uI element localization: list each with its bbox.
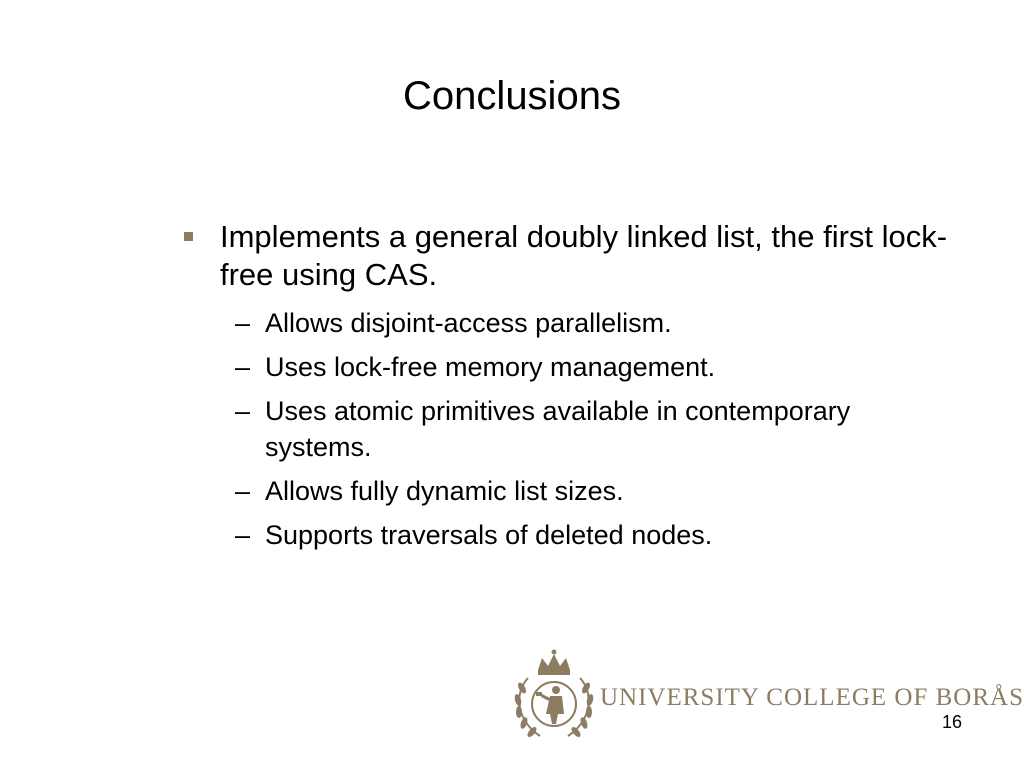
sub-bullet-text: Uses lock-free memory management. [265, 352, 716, 382]
dash-bullet-icon: – [235, 396, 251, 426]
institution-name: UNIVERSITY COLLEGE OF BORÅS [600, 684, 1024, 711]
dash-bullet-icon: – [235, 308, 251, 338]
dash-bullet-icon: – [235, 520, 251, 550]
page-number: 16 [942, 712, 963, 732]
slide-content [182, 218, 952, 561]
bullet-item [182, 218, 952, 294]
sub-bullet-text: Uses atomic primitives available in contemporary systems. [265, 396, 851, 462]
sub-bullet-item [182, 393, 952, 465]
sub-bullet-list [182, 305, 952, 553]
dash-bullet-icon: – [235, 352, 251, 382]
sub-bullet-item [182, 349, 952, 385]
sub-bullet-text: Supports traversals of deleted nodes. [265, 520, 713, 550]
dash-bullet-icon: – [235, 476, 251, 506]
sub-bullet-text: Allows fully dynamic list sizes. [265, 476, 624, 506]
bullet-text: Implements a general doubly linked list, the first lock-free using CAS. [220, 219, 948, 292]
crest-icon [506, 648, 602, 744]
sub-bullet-item [182, 305, 952, 341]
slide-title: Conclusions [403, 74, 621, 118]
sub-bullet-item [182, 473, 952, 509]
sub-bullet-text: Allows disjoint-access parallelism. [265, 308, 672, 338]
sub-bullet-item [182, 517, 952, 553]
square-bullet-icon [184, 232, 193, 241]
